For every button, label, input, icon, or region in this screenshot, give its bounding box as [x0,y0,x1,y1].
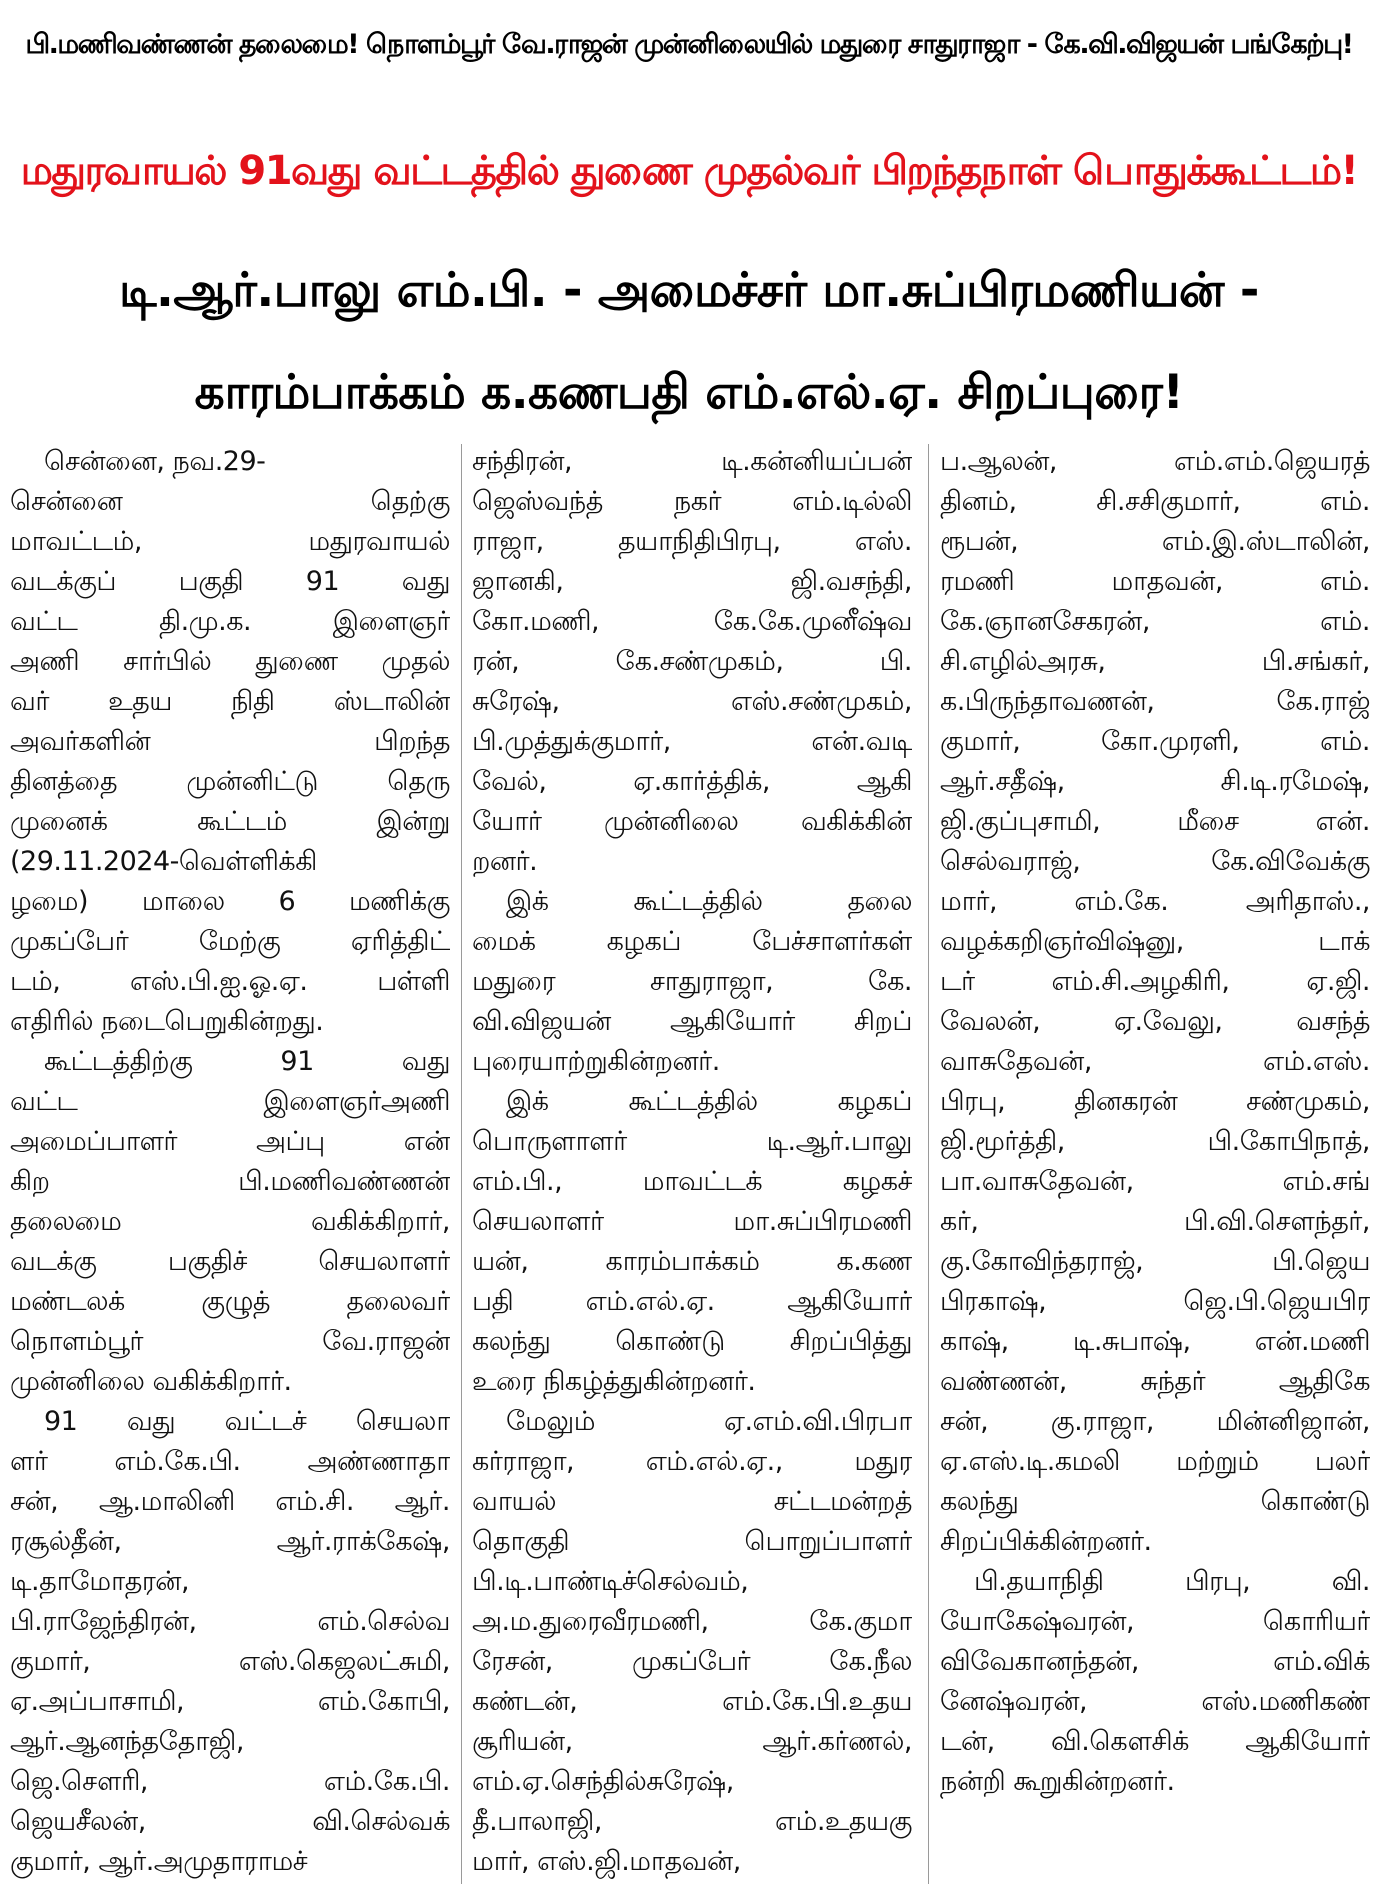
article-line: கே.ஞானசேகரன், எம். [940,606,1370,637]
article-line: வேல், ஏ.கார்த்திக், ஆகி [472,766,912,797]
article-line: ஆர்.ஆனந்ததோஜி, [10,1726,244,1757]
article-line: நொளம்பூர் வே.ராஜன் [10,1326,450,1357]
article-line: மதுரை சாதுராஜா, கே. [472,966,912,997]
article-line: மார், எம்.கே. அரிதாஸ்., [940,886,1370,917]
article-line: அணி சார்பில் துணை முதல் [10,646,450,677]
article-line: பதி எம்.எல்.ஏ. ஆகியோர் [472,1286,912,1317]
article-line: ஜெயசீலன், வி.செல்வக் [10,1806,450,1837]
article-line: வர் உதய நிதி ஸ்டாலின் [10,686,450,717]
article-line: இக் கூட்டத்தில் தலை [506,886,912,917]
article-line: சென்னை தெற்கு [10,486,450,517]
article-line: வேலன், ஏ.வேலு, வசந்த் [940,1006,1370,1037]
article-line: விவேகானந்தன், எம்.விக் [940,1646,1370,1677]
article-line: ரமணி மாதவன், எம். [940,566,1370,597]
article-line: பி.முத்துக்குமார், என்.வடி [472,726,912,757]
article-line: மாவட்டம், மதுரவாயல் [10,526,450,557]
article-line: ழமை) மாலை 6 மணிக்கு [10,886,450,917]
article-line: ரேசன், முகப்பேர் கே.நீல [472,1646,912,1677]
article-line: உரை நிகழ்த்துகின்றனர். [472,1366,756,1397]
article-line: முன்னிலை வகிக்கிறார். [10,1366,292,1397]
article-line: நன்றி கூறுகின்றனர். [940,1766,1175,1797]
article-line: ஜானகி, ஜி.வசந்தி, [472,566,912,597]
article-line: குமார், கோ.முரளி, எம். [940,726,1370,757]
column-divider [928,444,929,1884]
article-line: வடக்குப் பகுதி 91 வது [10,566,450,597]
article-line: அ.ம.துரைவீரமணி, கே.குமா [472,1606,912,1637]
subheadline-line-1: டி.ஆர்.பாலு எம்.பி. - அமைச்சர் மா.சுப்பிரமணியன் - [119,262,1259,318]
article-line: டர் எம்.சி.அழகிரி, ஏ.ஜி. [940,966,1370,997]
article-line: கலந்து கொண்டு [940,1486,1370,1517]
article-line: தொகுதி பொறுப்பாளர் [472,1526,912,1557]
subheadline-line-2: காரம்பாக்கம் க.கணபதி எம்.எல்.ஏ. சிறப்புரை! [194,364,1184,420]
article-line: ஏ.எஸ்.டி.கமலி மற்றும் பலர் [940,1446,1370,1477]
article-line: சி.எழில்அரசு, பி.சங்கர், [940,646,1370,677]
article-line: கலந்து கொண்டு சிறப்பித்து [472,1326,912,1357]
article-line: வாசுதேவன், எம்.எஸ். [940,1046,1370,1077]
article-line: மார், எஸ்.ஜி.மாதவன், [472,1846,741,1877]
article-line: வாயல் சட்டமன்றத் [472,1486,912,1517]
article-line: சன், கு.ராஜா, மின்னிஜான், [940,1406,1370,1437]
article-line: சுரேஷ், எஸ்.சண்முகம், [472,686,912,717]
article-line: யோர் முன்னிலை வகிக்கின் [472,806,912,837]
article-line: வழக்கறிஞர்விஷ்னு, டாக் [940,926,1370,957]
article-line: தினம், சி.சசிகுமார், எம். [940,486,1370,517]
article-line: றனர். [472,846,538,877]
column-divider [461,444,462,1884]
article-line: புரையாற்றுகின்றனர். [472,1046,720,1077]
article-line: யோகேஷ்வரன், கொரியர் [940,1606,1370,1637]
article-line: ஏ.அப்பாசாமி, எம்.கோபி, [10,1686,450,1717]
article-line: கர், பி.வி.சௌந்தர், [940,1206,1370,1237]
article-line: ஜெஸ்வந்த் நகர் எம்.டில்லி [472,486,912,517]
article-line: சந்திரன், டி.கன்னியப்பன் [472,446,912,477]
article-line: டம், எஸ்.பி.ஐ.ஓ.ஏ. பள்ளி [10,966,450,997]
article-line: பா.வாசுதேவன், எம்.சங் [940,1166,1370,1197]
article-line: சென்னை, நவ.29- [44,446,266,477]
article-line: ராஜா, தயாநிதிபிரபு, எஸ். [472,526,912,557]
article-line: ஜெ.சௌரி, எம்.கே.பி. [10,1766,450,1797]
article-line: சன், ஆ.மாலினி எம்.சி. ஆர். [10,1486,450,1517]
article-line: பி.ராஜேந்திரன், எம்.செல்வ [10,1606,450,1637]
article-line: எதிரில் நடைபெறுகின்றது. [10,1006,324,1037]
article-column-2 [472,442,912,1892]
article-line: 91 வது வட்டச் செயலா [44,1406,450,1437]
article-line: (29.11.2024-வெள்ளிக்கி [10,846,317,877]
article-line: ப.ஆலன், எம்.எம்.ஜெயரத் [940,446,1370,477]
article-column-1 [10,442,450,1892]
article-line: தீ.பாலாஜி, எம்.உதயகு [472,1806,912,1837]
article-line: குமார், ஆர்.அமுதாராமச் [10,1846,308,1877]
article-line: காஷ், டி.சுபாஷ், என்.மணி [940,1326,1370,1357]
article-line: அமைப்பாளர் அப்பு என் [10,1126,450,1157]
article-line: முகப்பேர் மேற்கு ஏரித்திட் [10,926,450,957]
article-line: ரூபன், எம்.இ.ஸ்டாலின், [940,526,1370,557]
article-line: ஜி.மூர்த்தி, பி.கோபிநாத், [940,1126,1370,1157]
article-line: எம்.பி., மாவட்டக் கழகச் [472,1166,912,1197]
article-line: ளர் எம்.கே.பி. அண்ணாதா [10,1446,450,1477]
article-line: வி.விஜயன் ஆகியோர் சிறப் [472,1006,912,1037]
article-line: ரன், கே.சண்முகம், பி. [472,646,912,677]
article-line: பிரகாஷ், ஜெ.பி.ஜெயபிர [940,1286,1370,1317]
article-line: செயலாளர் மா.சுப்பிரமணி [472,1206,912,1237]
article-line: சூரியன், ஆர்.கர்ணல், [472,1726,912,1757]
article-line: தினத்தை முன்னிட்டு தெரு [10,766,450,797]
article-line: மைக் கழகப் பேச்சாளர்கள் [472,926,912,957]
article-line: மண்டலக் குழுத் தலைவர் [10,1286,450,1317]
article-line: முனைக் கூட்டம் இன்று [10,806,450,837]
article-line: மேலும் ஏ.எம்.வி.பிரபா [506,1406,912,1437]
article-line: க.பிருந்தாவணன், கே.ராஜ் [940,686,1370,717]
article-line: வட்ட இளைஞர்அணி [10,1086,450,1117]
article-line: சிறப்பிக்கின்றனர். [940,1526,1152,1557]
article-line: பிரபு, தினகரன் சண்முகம், [940,1086,1370,1117]
article-line: செல்வராஜ், கே.விவேக்கு [940,846,1370,877]
article-line: கிற பி.மணிவண்ணன் [10,1166,450,1197]
article-line: பொருளாளர் டி.ஆர்.பாலு [472,1126,912,1157]
article-line: பி.தயாநிதி பிரபு, வி. [974,1566,1370,1597]
article-line: யன், காரம்பாக்கம் க.கண [472,1246,912,1277]
article-line: கண்டன், எம்.கே.பி.உதய [472,1686,912,1717]
headline: மதுரவாயல் 91வது வட்டத்தில் துணை முதல்வர் பிறந்தநாள் பொதுக்கூட்டம்! [20,147,1358,194]
article-line: பி.டி.பாண்டிச்செல்வம், [472,1566,749,1597]
article-line: ஜி.குப்புசாமி, மீசை என். [940,806,1370,837]
article-line: கு.கோவிந்தராஜ், பி.ஜெய [940,1246,1370,1277]
article-line: எம்.ஏ.செந்தில்சுரேஷ், [472,1766,734,1797]
article-line: வண்ணன், சுந்தர் ஆதிகே [940,1366,1370,1397]
article-line: ஆர்.சதீஷ், சி.டி.ரமேஷ், [940,766,1370,797]
article-line: னேஷ்வரன், எஸ்.மணிகண் [940,1686,1370,1717]
article-line: அவர்களின் பிறந்த [10,726,450,757]
article-column-3 [940,442,1370,1892]
kicker-line: பி.மணிவண்ணன் தலைமை! நொளம்பூர் வே.ராஜன் முன்னிலையில் மதுரை சாதுராஜா - கே.வி.விஜயன் பங்கேற்பு! [25,28,1353,60]
article-line: வட்ட தி.மு.க. இளைஞர் [10,606,450,637]
article-line: கர்ராஜா, எம்.எல்.ஏ., மதுர [472,1446,912,1477]
article-line: டன், வி.கௌசிக் ஆகியோர் [940,1726,1370,1757]
article-line: கோ.மணி, கே.கே.முனீஷ்வ [472,606,912,637]
article-line: இக் கூட்டத்தில் கழகப் [506,1086,912,1117]
article-line: தலைமை வகிக்கிறார், [10,1206,450,1237]
article-line: கூட்டத்திற்கு 91 வது [44,1046,450,1077]
article-line: டி.தாமோதரன், [10,1566,190,1597]
article-line: ரசூல்தீன், ஆர்.ராக்கேஷ், [10,1526,450,1557]
article-line: வடக்கு பகுதிச் செயலாளர் [10,1246,450,1277]
article-line: குமார், எஸ்.கெஜலட்சுமி, [10,1646,450,1677]
